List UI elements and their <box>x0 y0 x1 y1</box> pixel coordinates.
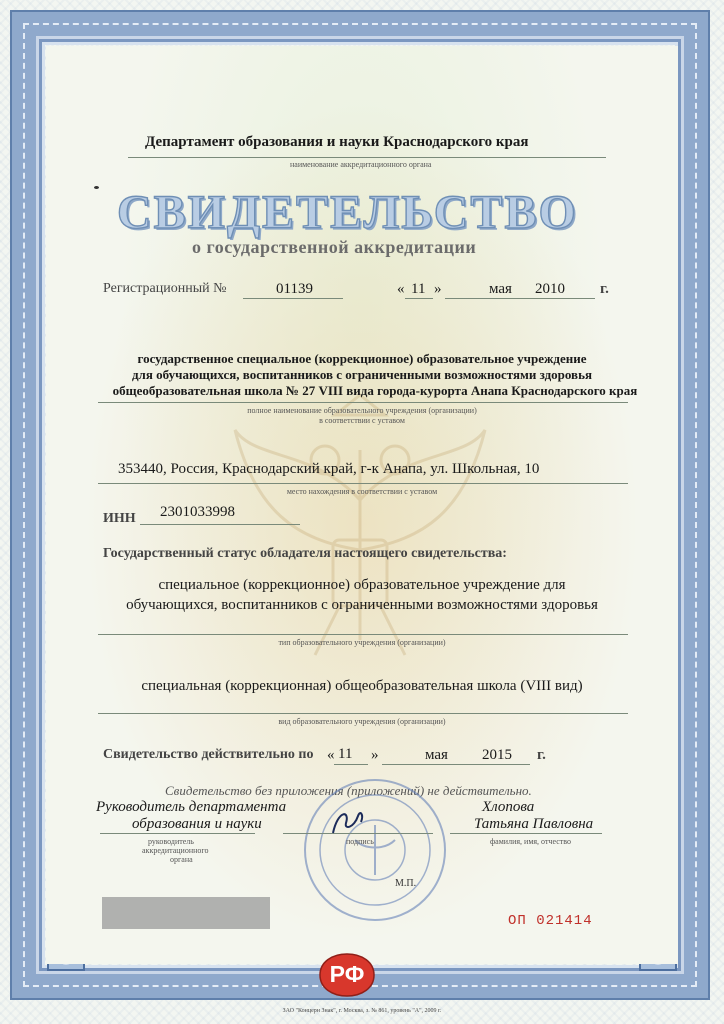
institution-line: для обучающихся, воспитанников с ограниченными возможностями здоровья <box>131 367 592 382</box>
registration-number: 01139 <box>276 281 313 297</box>
divider <box>382 764 530 765</box>
signatory-name: Татьяна Павловна <box>474 816 594 832</box>
status-type-line: специальное (коррекционное) образовательное учреждение для <box>158 577 566 593</box>
status-kind-caption: вид образовательного учреждения (организации) <box>278 717 446 726</box>
status-kind: специальная (коррекционная) общеобразовательная школа (VIII вид) <box>141 678 583 694</box>
signature-icon <box>328 808 368 838</box>
validity-year: 2015 <box>482 747 512 763</box>
signatory-name-caption: фамилия, имя, отчество <box>490 837 571 846</box>
validity-year-suffix: г. <box>537 747 546 763</box>
divider <box>405 298 433 299</box>
validity-quote-close: » <box>371 747 379 763</box>
signatory-role: образования и науки <box>132 816 262 832</box>
seal-label: М.П. <box>395 878 417 889</box>
divider <box>98 483 628 484</box>
divider <box>334 764 368 765</box>
ink-mark <box>94 186 99 189</box>
status-type-caption: тип образовательного учреждения (организации) <box>278 638 446 647</box>
institution-caption: в соответствии с уставом <box>319 416 405 425</box>
authority-name: Департамент образования и науки Краснодарского края <box>145 134 529 150</box>
status-type-line: обучающихся, воспитанников с ограниченными возможностями здоровья <box>126 597 598 613</box>
signatory-surname: Хлопова <box>482 799 535 815</box>
signatory-role-caption: аккредитационного <box>142 846 209 855</box>
registration-year-suffix: г. <box>600 281 609 297</box>
registration-day: 11 <box>411 281 426 297</box>
serial-number: ОП 021414 <box>508 913 593 929</box>
registration-month: мая <box>489 281 512 297</box>
divider <box>450 833 602 834</box>
divider <box>445 298 595 299</box>
signatory-role: Руководитель департамента <box>96 799 287 815</box>
validity-label: Свидетельство действительно по <box>103 747 314 762</box>
divider <box>140 524 300 525</box>
certificate-subtitle: о государственной аккредитации <box>192 237 477 257</box>
institution-line: государственное специальное (коррекционное) образовательное учреждение <box>137 351 587 366</box>
divider <box>100 833 255 834</box>
inn-label: ИНН <box>103 511 136 526</box>
redacted-area <box>102 897 270 929</box>
validity-quote-open: « <box>327 747 335 763</box>
validity-month: мая <box>425 747 448 763</box>
divider <box>243 298 343 299</box>
printer-footer: ЗАО "Концерн Знак", г. Москва, з. № 861, уровень "А", 2009 г. <box>282 1008 442 1014</box>
address-caption: место нахождения в соответствии с уставом <box>286 487 438 496</box>
divider <box>98 634 628 635</box>
validity-note: Свидетельство без приложения (приложений) не действительно. <box>165 783 532 798</box>
institution-caption: полное наименование образовательного учреждения (организации) <box>247 406 477 415</box>
address-value: 353440, Россия, Краснодарский край, г-к Анапа, ул. Школьная, 10 <box>118 461 540 477</box>
signatory-role-caption: органа <box>170 855 193 864</box>
registration-year: 2010 <box>535 281 565 297</box>
validity-day: 11 <box>338 746 353 762</box>
rf-logo-icon <box>318 952 376 998</box>
divider <box>98 713 628 714</box>
institution-line: общеобразовательная школа № 27 VIII вида города-курорта Анапа Краснодарского края <box>112 383 638 398</box>
signature-caption: подпись <box>346 837 374 846</box>
registration-label: Регистрационный № <box>103 281 227 296</box>
divider <box>128 157 606 158</box>
registration-quote-open: « <box>397 281 405 297</box>
official-seal-stamp <box>300 775 450 925</box>
rf-logo-text: РФ <box>329 961 365 987</box>
divider <box>98 402 628 403</box>
certificate-title: СВИДЕТЕЛЬСТВО <box>117 186 578 239</box>
registration-quote-close: » <box>434 281 442 297</box>
status-heading: Государственный статус обладателя настоящего свидетельства: <box>103 546 507 561</box>
inn-value: 2301033998 <box>160 504 235 520</box>
authority-caption: наименование аккредитационного органа <box>290 160 432 169</box>
signatory-role-caption: руководитель <box>148 837 194 846</box>
